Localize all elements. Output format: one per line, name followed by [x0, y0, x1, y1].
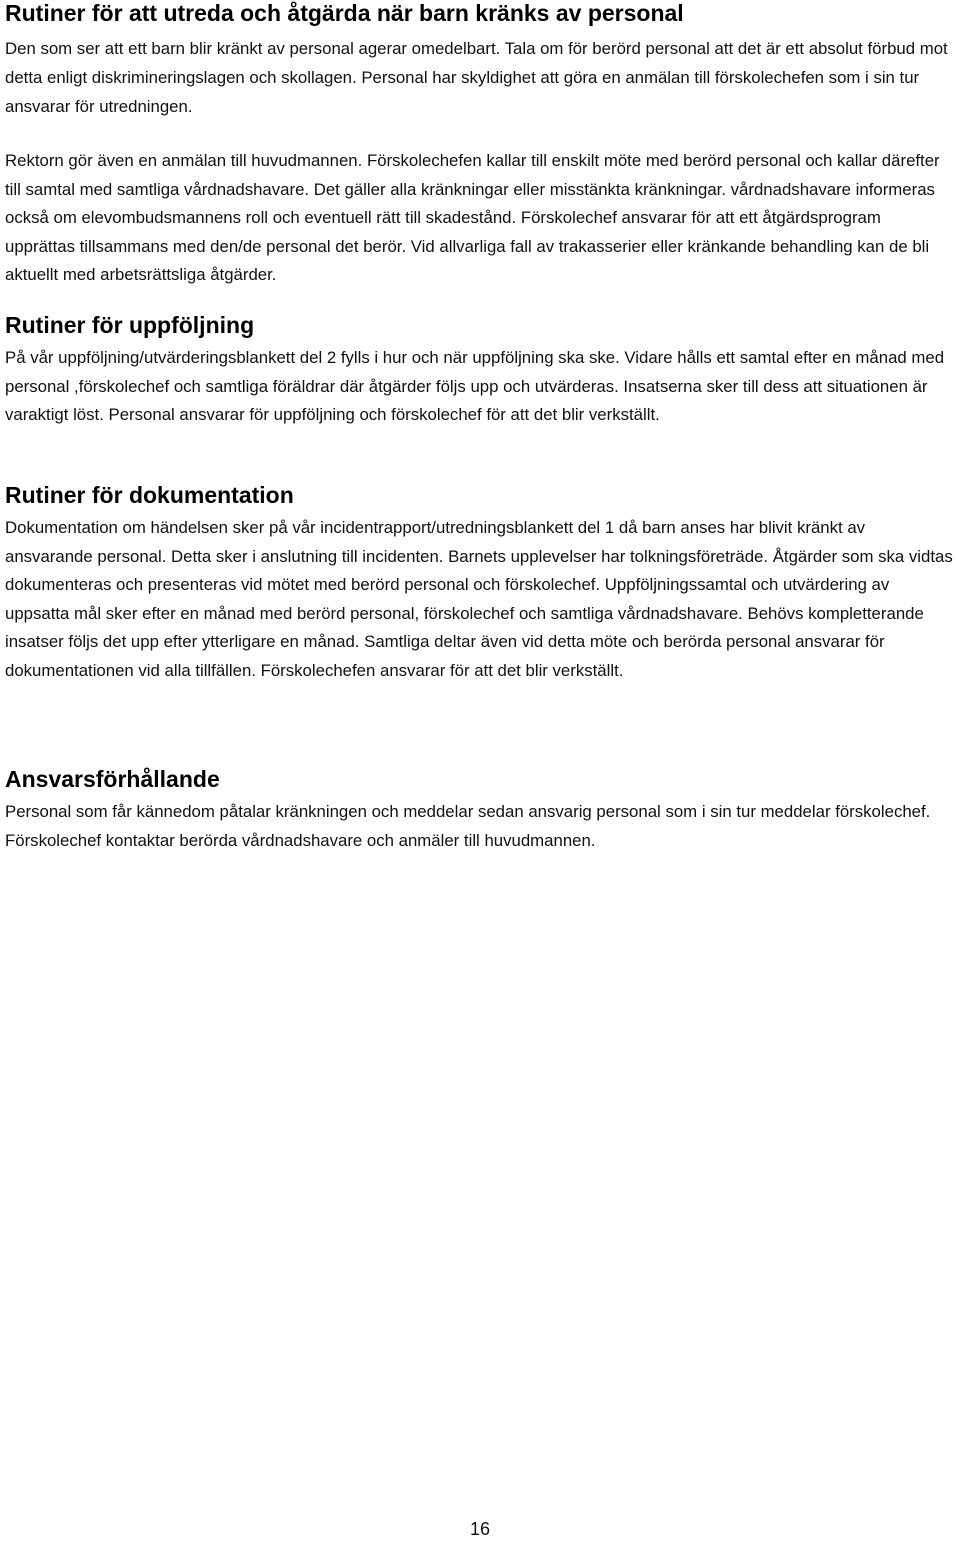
section-body-documentation: Dokumentation om händelsen sker på vår incidentrapport/utredningsblankett del 1 då barn anses har blivit kränkt av ansvarande personal. Detta sker i anslutning till incidenten. Barnets upplevelser har tolkningsföreträde. Åtgärder som ska vidtas dokumenteras och presenteras vid mötet med berörd personal och förskolechef. Uppföljningssamtal och utvärdering av uppsatta mål sker efter en månad med berörd personal, förskolechef och samtliga vårdnadshavare. Behövs kompletterande insatser följs det upp efter ytterligare en månad. Samtliga deltar även vid detta möte och berörda personal ansvarar för dokumentationen vid alla tillfällen. Förskolechefen ansvarar för att det blir verkställt. [5, 518, 953, 680]
page-number: 16 [469, 1519, 491, 1539]
section-title-investigation: Rutiner för att utreda och åtgärda när barn kränks av personal [5, 0, 684, 26]
section-body-responsibility: Personal som får kännedom påtalar kränkningen och meddelar sedan ansvarig personal som i sin tur meddelar förskolechef. Förskolechef kontaktar berörda vårdnadshavare och anmäler till huvudmannen. [5, 802, 931, 850]
section-body-investigation: Rektorn gör även en anmälan till huvudmannen. Förskolechefen kallar till enskilt möte med berörd personal och kallar därefter till samtal med samtliga vårdnadshavare. Det gäller alla kränkningar eller misstänkta kränkningar. vårdnadshavare informeras också om elevombudsmannens roll och eventuell rätt till skadestånd. Förskolechef ansvarar för att ett åtgärdsprogram upprättas tillsammans med den/de personal det berör. Vid allvarliga fall av trakasserier eller kränkande behandling kan de bli aktuellt med arbetsrättsliga åtgärder. [5, 151, 940, 284]
section-lead-investigation: Den som ser att ett barn blir kränkt av personal agerar omedelbart. Tala om för berörd personal att det är ett absolut förbud mot detta enligt diskrimineringslagen och skollagen. Personal har skyldighet att göra en anmälan till förskolechefen som i sin tur ansvarar för utredningen. [5, 39, 948, 116]
section-title-documentation: Rutiner för dokumentation [5, 482, 294, 508]
section-body-follow-up: På vår uppföljning/utvärderingsblankett del 2 fylls i hur och när uppföljning ska ske. Vidare hålls ett samtal efter en månad med personal ,förskolechef och samtliga föräldrar där åtgärder följs upp och utvärderas. Insatserna sker till dess att situationen är varaktigt löst. Personal ansvarar för uppföljning och förskolechef för att det blir verkställt. [5, 348, 945, 424]
section-title-responsibility: Ansvarsförhållande [5, 766, 220, 792]
section-title-follow-up: Rutiner för uppföljning [5, 312, 255, 338]
